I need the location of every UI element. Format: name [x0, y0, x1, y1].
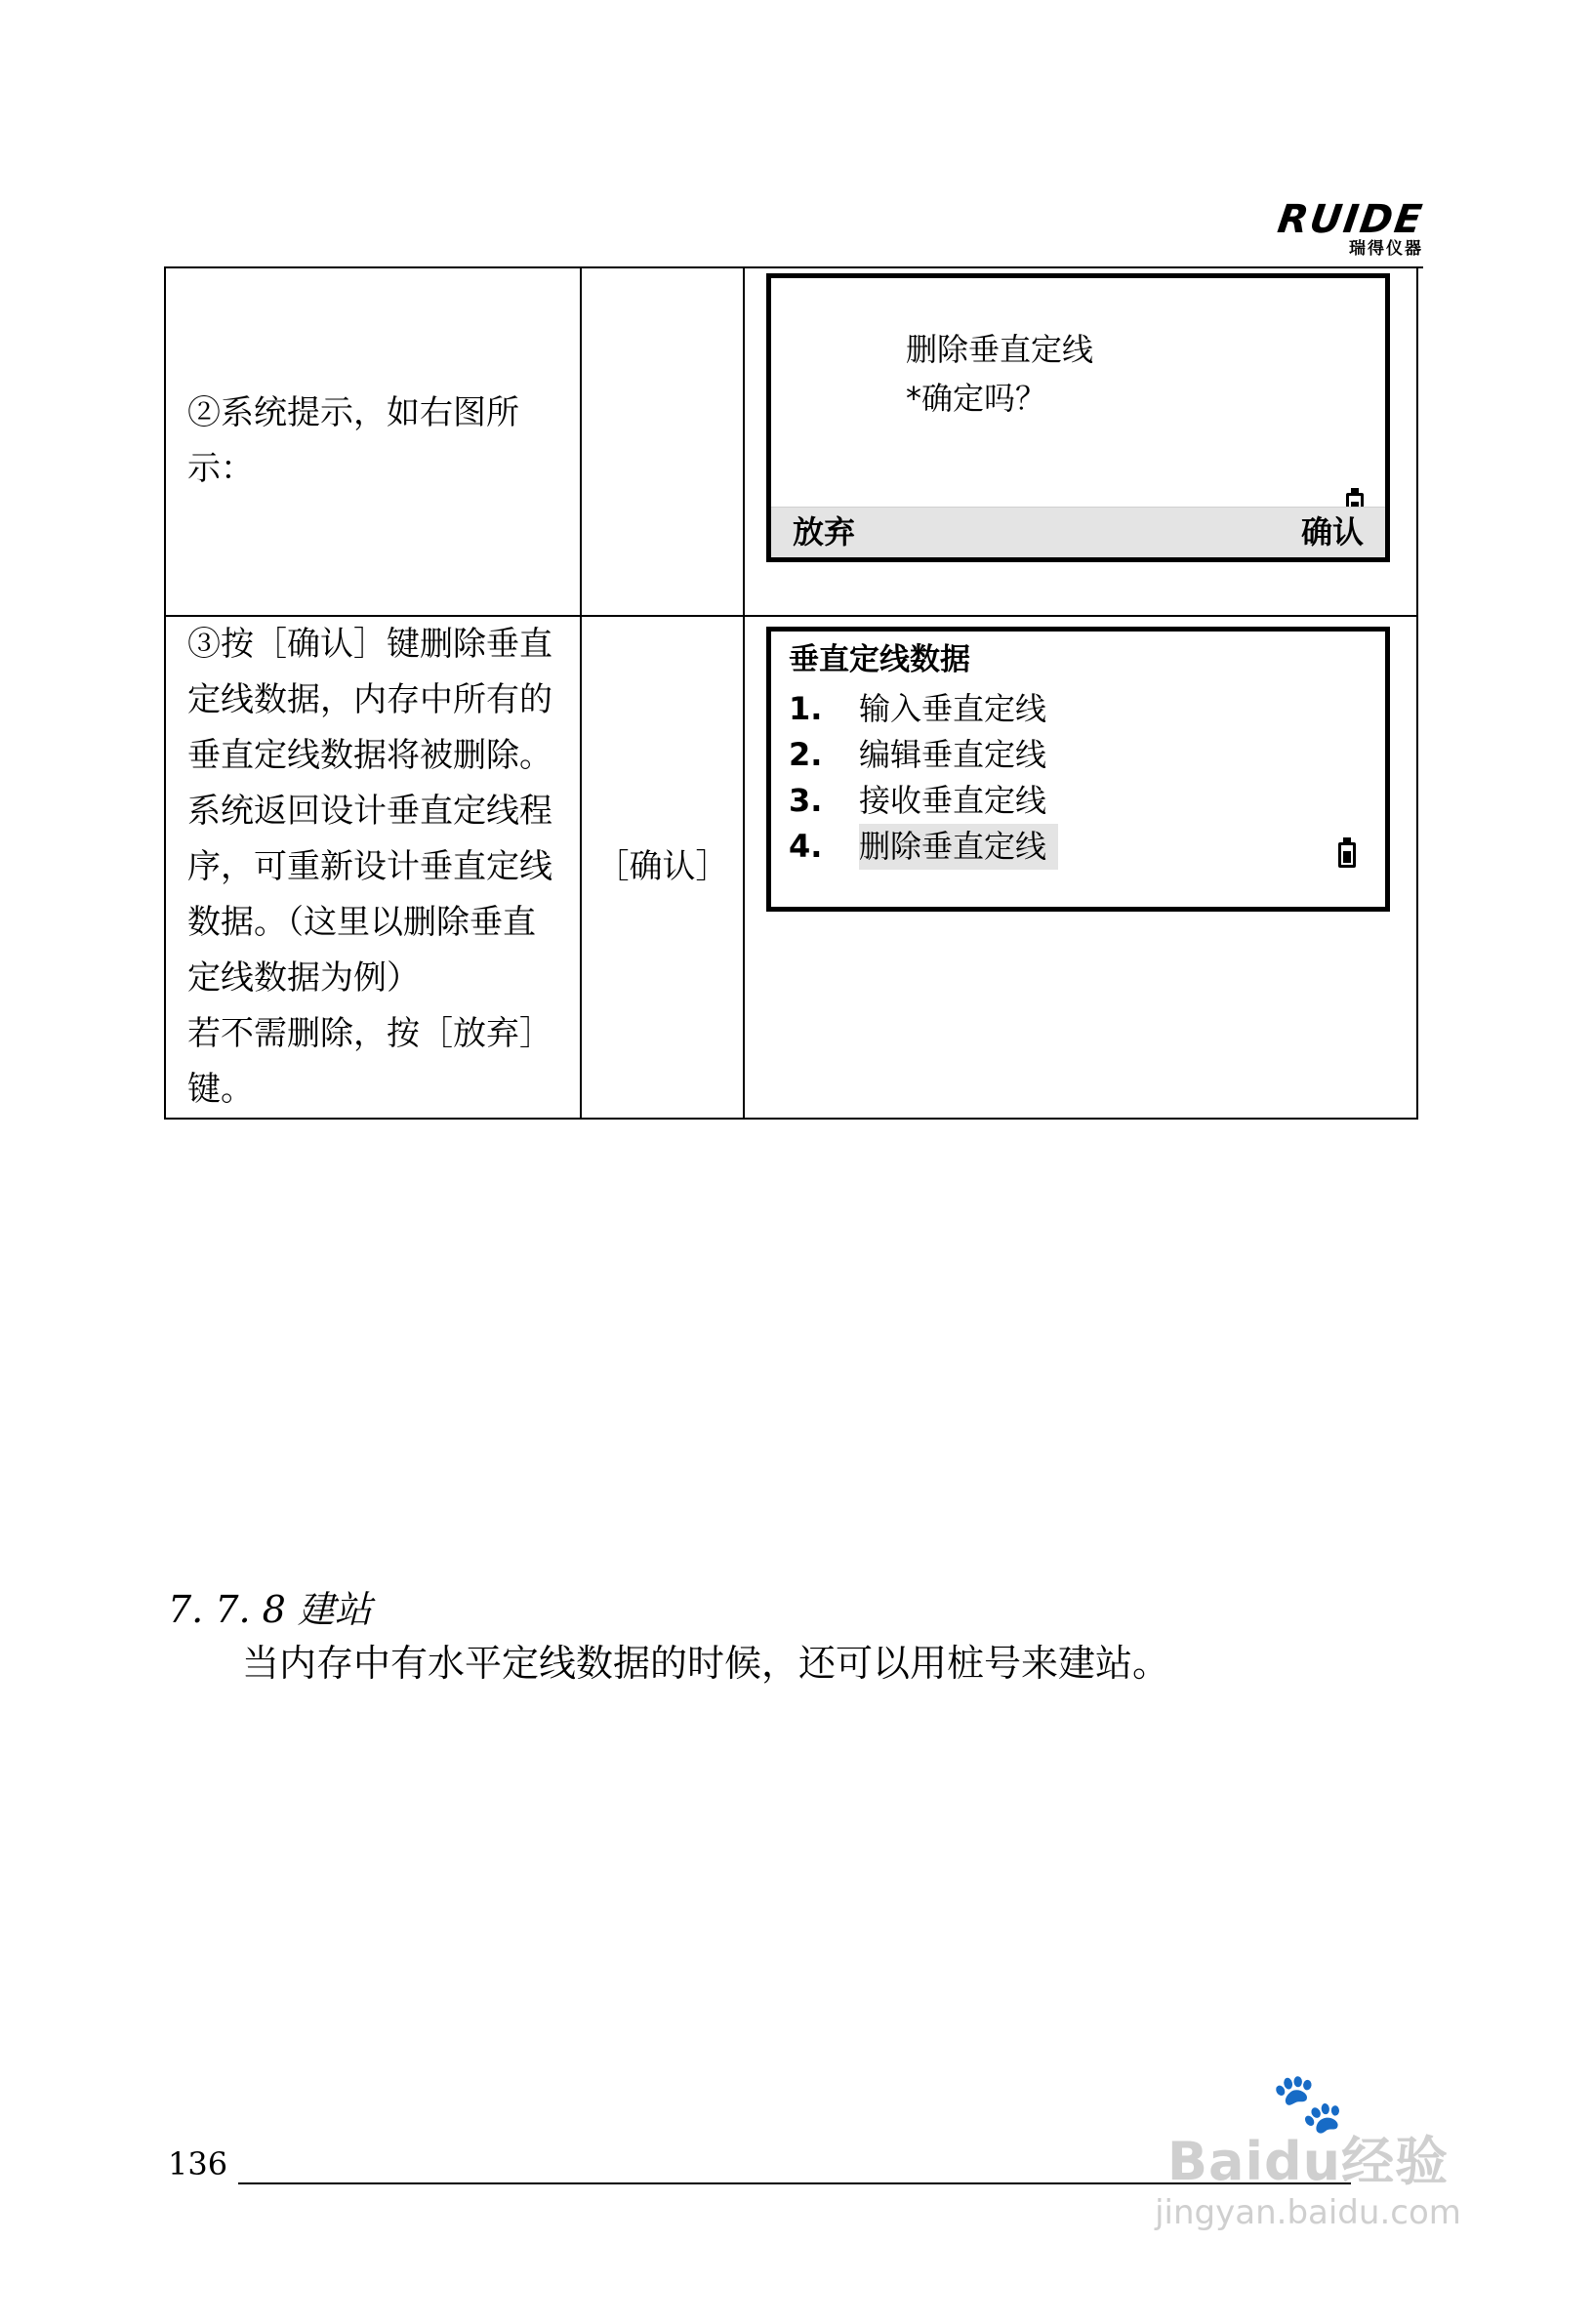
menu-item-number: 4.	[789, 828, 823, 865]
step-line: 定线数据，内存中所有的	[187, 680, 552, 719]
watermark	[1123, 2069, 1493, 2234]
menu-item-input[interactable]	[789, 686, 1355, 732]
paw-icon: 🐾	[1271, 2069, 1345, 2138]
step-cell	[165, 267, 581, 616]
brand-logo	[1269, 197, 1427, 259]
menu-item-edit[interactable]	[789, 732, 1355, 778]
menu-list	[789, 686, 1355, 870]
softkey-bar	[771, 507, 1385, 557]
cancel-button[interactable]: 放弃	[793, 513, 856, 550]
confirm-message-line: *确定吗？	[906, 380, 1047, 417]
menu-item-delete[interactable]	[789, 824, 1355, 870]
watermark-url: jingyan.baidu.com	[1155, 2193, 1461, 2232]
step-line: ③按［确认］键删除垂直	[187, 625, 552, 664]
menu-item-receive[interactable]	[789, 778, 1355, 824]
menu-item-label: 删除垂直定线	[859, 824, 1058, 870]
confirm-message	[906, 325, 1093, 423]
key-cell: ［确认］	[581, 616, 744, 1119]
step-line: 垂直定线数据将被删除。	[187, 736, 552, 775]
page-number: 136	[168, 2145, 228, 2182]
menu-item-number: 1.	[789, 690, 823, 727]
menu-item-number: 2.	[789, 736, 823, 773]
step-text: ②系统提示，如右图所示：	[187, 393, 519, 488]
confirm-message-line: 删除垂直定线	[906, 331, 1094, 368]
step-line: 若不需删除，按［放弃］键。	[187, 1014, 552, 1109]
key-cell	[581, 267, 744, 616]
step-text	[166, 617, 580, 1118]
menu-title: 垂直定线数据	[789, 642, 970, 677]
watermark-main: Baidu经验	[1166, 2131, 1450, 2192]
menu-item-label: 编辑垂直定线	[859, 736, 1047, 773]
table-row	[165, 267, 1417, 616]
confirm-screen	[766, 273, 1390, 562]
menu-screen	[766, 627, 1390, 912]
section-paragraph: 当内存中有水平定线数据的时候，还可以用桩号来建站。	[242, 1642, 1170, 1685]
logo-wordmark: RUIDE	[1275, 197, 1427, 242]
confirm-button[interactable]: 确认	[1300, 513, 1364, 550]
menu-item-label: 输入垂直定线	[859, 690, 1047, 727]
screen-cell	[744, 616, 1417, 1119]
logo-subtitle: 瑞得仪器	[1349, 239, 1423, 259]
procedure-table	[164, 267, 1418, 1120]
battery-icon	[1338, 842, 1356, 868]
step-line: 序，可重新设计垂直定线	[187, 847, 552, 886]
step-cell	[165, 616, 581, 1119]
screen-cell	[744, 267, 1417, 616]
step-line: 系统返回设计垂直定线程	[187, 792, 552, 831]
step-line: 定线数据为例）	[187, 958, 420, 998]
table-row	[165, 616, 1417, 1119]
menu-item-label: 接收垂直定线	[859, 782, 1047, 819]
section-heading: 7. 7. 8 建站	[168, 1588, 372, 1631]
menu-item-number: 3.	[789, 782, 823, 819]
step-line: 数据。（这里以删除垂直	[187, 903, 536, 942]
